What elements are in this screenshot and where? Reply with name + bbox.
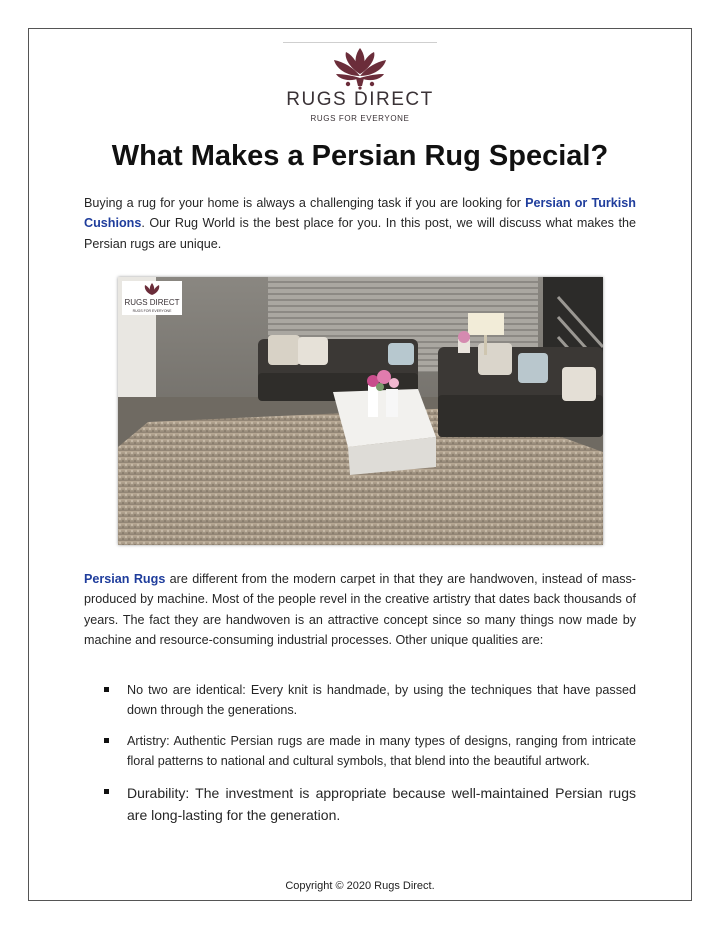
intro-text-end: . Our Rug World is the best place for you. In this post, we will discuss what makes the Persian rugs are unique. xyxy=(84,216,636,251)
intro-paragraph xyxy=(84,193,636,254)
lotus-icon xyxy=(284,44,436,90)
list-item xyxy=(84,782,636,826)
persian-rugs-text: are different from the modern carpet in that they are handwoven, instead of mass-produced by machine. Most of the people revel in the creative artistry that dates back thousands of years. The fact they are handwoven is an attractive concept since so many things now made by machine and resource-consuming industrial processes. Other unique qualities are: xyxy=(84,572,636,647)
persian-rugs-link[interactable]: Persian Rugs xyxy=(84,572,166,586)
persian-turkish-cushions-link[interactable]: Persian or Turkish Cushions xyxy=(84,196,636,231)
logo-tagline: RUGS FOR EVERYONE xyxy=(310,114,410,123)
list-item-text: Artistry: Authentic Persian rugs are made in many types of designs, ranging from intricate floral patterns to national and cultural symbols, that blend into the beautiful artwork. xyxy=(127,734,636,768)
list-item-text: No two are identical: Every knit is handmade, by using the techniques that have passed down through the generations. xyxy=(127,683,636,717)
copyright-footer: Copyright © 2020 Rugs Direct. xyxy=(285,880,435,892)
list-item xyxy=(84,731,636,771)
list-item xyxy=(84,680,636,720)
persian-rugs-paragraph xyxy=(84,569,636,650)
photo-logo-tagline: RUGS FOR EVERYONE xyxy=(132,309,172,313)
intro-text-start: Buying a rug for your home is always a challenging task if you are looking for xyxy=(84,196,526,210)
living-room-rug-photo xyxy=(118,277,603,545)
list-item-text: Durability: The investment is appropriate because well-maintained Persian rugs are long-lasting for the generation. xyxy=(127,785,636,823)
living-room-illustration xyxy=(118,277,603,545)
header-rule xyxy=(283,42,437,43)
article-title: What Makes a Persian Rug Special? xyxy=(111,140,609,172)
logo-wordmark: RUGS DIRECT xyxy=(286,89,434,110)
bullet-square-icon xyxy=(104,687,109,692)
photo-logo-brand: RUGS DIRECT xyxy=(124,298,180,307)
rugs-direct-logo xyxy=(284,44,436,126)
qualities-list xyxy=(84,680,636,837)
bullet-square-icon xyxy=(104,789,109,794)
bullet-square-icon xyxy=(104,738,109,743)
